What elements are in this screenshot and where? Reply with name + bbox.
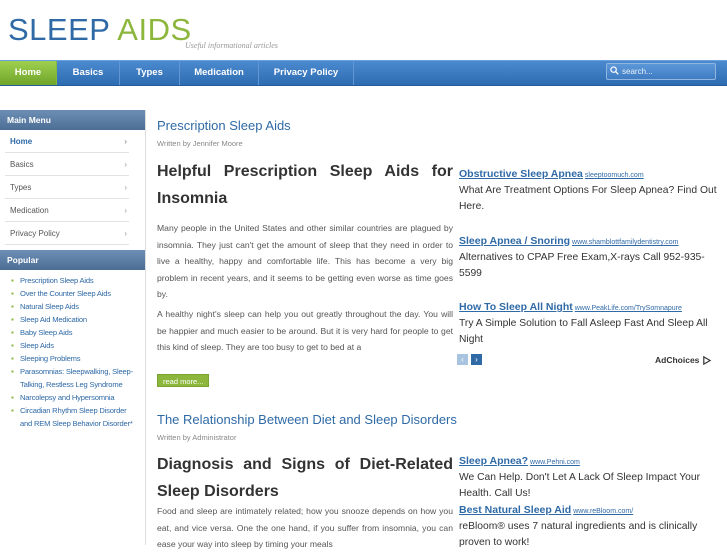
ad-unit [459, 164, 727, 214]
menu-item-basics[interactable] [5, 153, 129, 176]
adchoices-label: AdChoices [655, 355, 700, 365]
ad-unit [459, 231, 727, 281]
ad-url-link[interactable]: www.PeakLife.com/TrySomnapure [574, 305, 682, 312]
article-paragraph: Many people in the United States and other similar countries are plagued by insomnia. They just can't get the amount of sleep that they need in order to live a healthy, happy and comfortable life. This has become a very big problem in recent years, and it seems to be getting even worse as time goes by. [157, 223, 453, 300]
ad-unit [459, 451, 727, 501]
popular-link[interactable]: ▪ Sleep Aid Medication [11, 315, 87, 324]
popular-link[interactable]: ▪ Over the Counter Sleep Aids [11, 289, 111, 298]
menu-item-label: Medication [10, 206, 49, 215]
popular-link[interactable]: ▪ Prescription Sleep Aids [11, 276, 94, 285]
ad-body: What Are Treatment Options For Sleep Apnea? Find Out Here. [459, 185, 717, 212]
read-more-button[interactable]: read more... [157, 374, 209, 387]
chevron-right-icon: › [124, 229, 127, 238]
logo-word-sleep: SLEEP [8, 12, 110, 47]
article-byline: Written by Administrator [157, 433, 237, 442]
nav-basics[interactable]: Basics [57, 61, 120, 85]
popular-link[interactable]: ▪ Sleeping Problems [11, 354, 81, 363]
ad-body: Try A Simple Solution to Fall Asleep Fast And Sleep All Night [459, 318, 708, 345]
chevron-right-icon: › [124, 160, 127, 169]
main-menu-title: Main Menu [0, 110, 145, 130]
ad-body: We Can Help. Don't Let A Lack Of Sleep Impact Your Health. Call Us! [459, 472, 701, 499]
popular-link[interactable]: ▪ Parasomnias: Sleepwalking, Sleep-Talking, Restless Leg Syndrome [11, 367, 133, 389]
popular-link[interactable]: ▪ Sleep Aids [11, 341, 54, 350]
article-byline: Written by Jennifer Moore [157, 139, 243, 148]
main-menu [0, 130, 145, 245]
popular-link[interactable]: ▪ Natural Sleep Aids [11, 302, 79, 311]
article-paragraph: A healthy night's sleep can help you out greatly throughout the day. You will be happier and much easier to be around. But it is very hard for people to get this kind of sleep. They are too busy to get to bed at a [157, 309, 453, 353]
ad-body: reBloom® uses 7 natural ingredients and is clinically proven to work! [459, 521, 698, 548]
menu-item-label: Types [10, 183, 32, 192]
ad-title-link[interactable]: How To Sleep All Night [459, 301, 573, 313]
menu-item-label: Basics [10, 160, 34, 169]
adchoices-link[interactable] [655, 355, 711, 365]
adchoices-icon [702, 356, 711, 365]
nav-types[interactable]: Types [120, 61, 180, 85]
menu-item-home[interactable] [5, 130, 129, 153]
article-headline: Diagnosis and Signs of Diet-Related Sleep Disorders [157, 456, 453, 500]
logo-word-aids: AIDS [117, 12, 192, 47]
search-icon [610, 66, 619, 75]
ad-title-link[interactable]: Best Natural Sleep Aid [459, 504, 572, 516]
search-input[interactable] [622, 65, 712, 78]
ad-url-link[interactable]: www.Pehni.com [530, 459, 580, 466]
chevron-right-icon: › [124, 206, 127, 215]
ad-title-link[interactable]: Obstructive Sleep Apnea [459, 168, 583, 180]
ad-body: Alternatives to CPAP Free Exam,X-rays Call 952-935-5599 [459, 252, 705, 279]
menu-item-types[interactable] [5, 176, 129, 199]
main-nav [0, 60, 727, 86]
article-headline: Helpful Prescription Sleep Aids for Insomnia [157, 163, 453, 207]
site-tagline: Useful informational articles [185, 41, 278, 50]
site-header [0, 0, 727, 60]
ad-url-link[interactable]: www.reBloom.com/ [573, 508, 634, 515]
chevron-right-icon: › [124, 137, 127, 146]
nav-medication[interactable]: Medication [180, 61, 259, 85]
site-logo[interactable] [8, 12, 192, 48]
ad-url-link[interactable]: www.shamblottfamilydentistry.com [572, 239, 679, 246]
nav-privacy-policy[interactable]: Privacy Policy [259, 61, 354, 85]
ad-url-link[interactable]: sleeptoomuch.com [584, 172, 644, 179]
ad-unit [459, 297, 727, 347]
popular-title: Popular [0, 250, 145, 270]
chevron-right-icon: › [124, 183, 127, 192]
popular-list [0, 270, 145, 430]
menu-item-privacy-policy[interactable] [5, 222, 129, 245]
article-title-link[interactable]: The Relationship Between Diet and Sleep Disorders [157, 412, 457, 427]
menu-item-label: Privacy Policy [10, 229, 60, 238]
article-title-link[interactable]: Prescription Sleep Aids [157, 118, 291, 133]
ad-next-button[interactable]: › [471, 354, 482, 365]
popular-link[interactable]: ▪ Circadian Rhythm Sleep Disorder and REM Sleep Behavior Disorder* [11, 406, 133, 428]
ad-unit [459, 500, 727, 550]
search-box [606, 63, 716, 80]
ad-prev-button[interactable]: ‹ [457, 354, 468, 365]
sidebar [0, 110, 146, 545]
popular-link[interactable]: ▪ Baby Sleep Aids [11, 328, 73, 337]
popular-link[interactable]: ▪ Narcolepsy and Hypersomnia [11, 393, 115, 402]
menu-item-label: Home [10, 137, 33, 146]
ad-title-link[interactable]: Sleep Apnea / Snoring [459, 235, 571, 247]
article-paragraph: Food and sleep are intimately related; how you snooze depends on how you eat, and vice versa. One the one hand, if you suffer from insomnia, you can ease your way into sleep by timing your meals [157, 506, 453, 550]
nav-home[interactable]: Home [0, 61, 57, 85]
ad-title-link[interactable]: Sleep Apnea? [459, 455, 529, 467]
menu-item-medication[interactable] [5, 199, 129, 222]
